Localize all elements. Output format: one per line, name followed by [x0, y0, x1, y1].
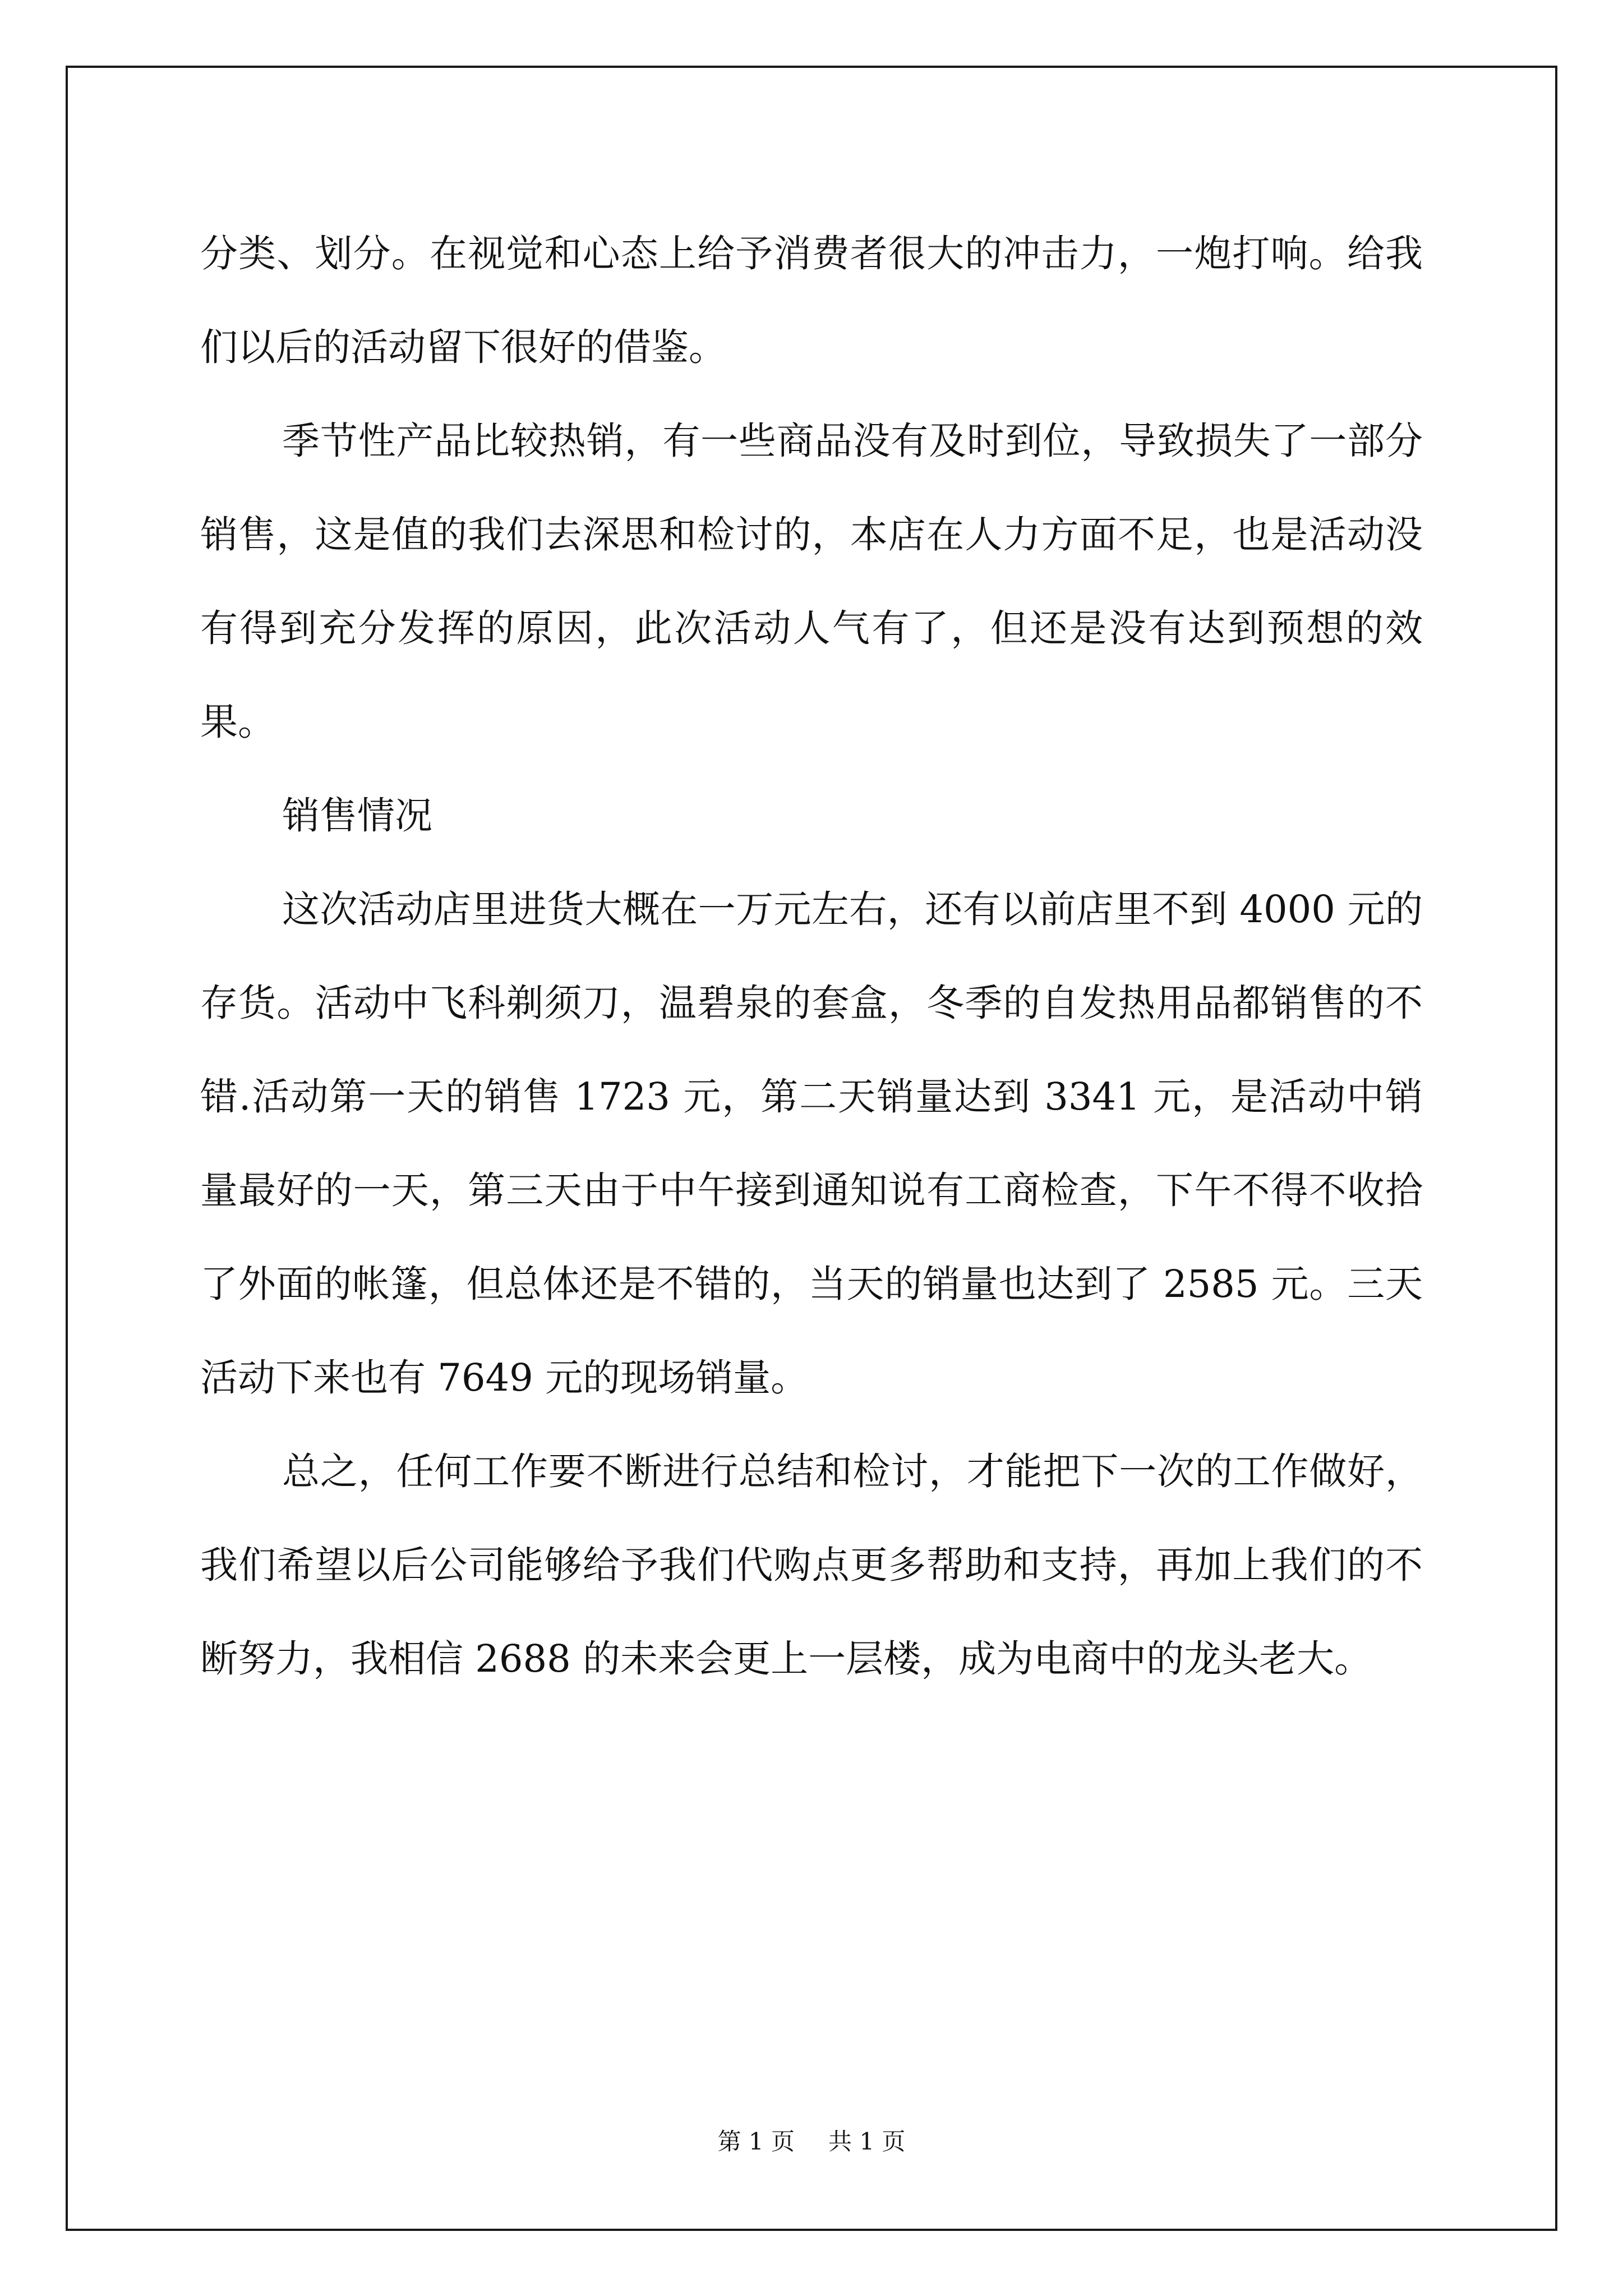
page-total: 共 1 页 — [828, 2128, 906, 2155]
page-footer — [0, 2123, 1623, 2157]
paragraph-4: 总之，任何工作要不断进行总结和检讨，才能把下一次的工作做好，我们希望以后公司能够给予我们代购点更多帮助和支持，再加上我们的不断努力，我相信 2688 的未来会更上一层楼，成为电商中的龙头老大。 — [200, 1450, 1423, 1681]
document-body — [200, 207, 1423, 1706]
paragraph-3: 这次活动店里进货大概在一万元左右，还有以前店里不到 4000 元的存货。活动中飞科剃须刀，温碧泉的套盒，冬季的自发热用品都销售的不错.活动第一天的销售 1723 元，第二天销量达到 3341 元，是活动中销量最好的一天，第三天由于中午接到通知说有工商检查，下午不得不收拾了外面的帐篷，但总体还是不错的，当天的销量也达到了 2585 元。三天活动下来也有 7649 元的现场销量。 — [200, 887, 1423, 1400]
paragraph-2: 季节性产品比较热销，有一些商品没有及时到位，导致损失了一部分销售，这是值的我们去深思和检讨的，本店在人力方面不足，也是活动没有得到充分发挥的原因，此次活动人气有了，但还是没有达到预想的效果。 — [200, 419, 1423, 744]
page-number: 第 1 页 — [717, 2128, 795, 2155]
paragraph-1: 分类、划分。在视觉和心态上给予消费者很大的冲击力，一炮打响。给我们以后的活动留下很好的借鉴。 — [200, 232, 1423, 369]
section-heading-sales: 销售情况 — [282, 794, 432, 838]
